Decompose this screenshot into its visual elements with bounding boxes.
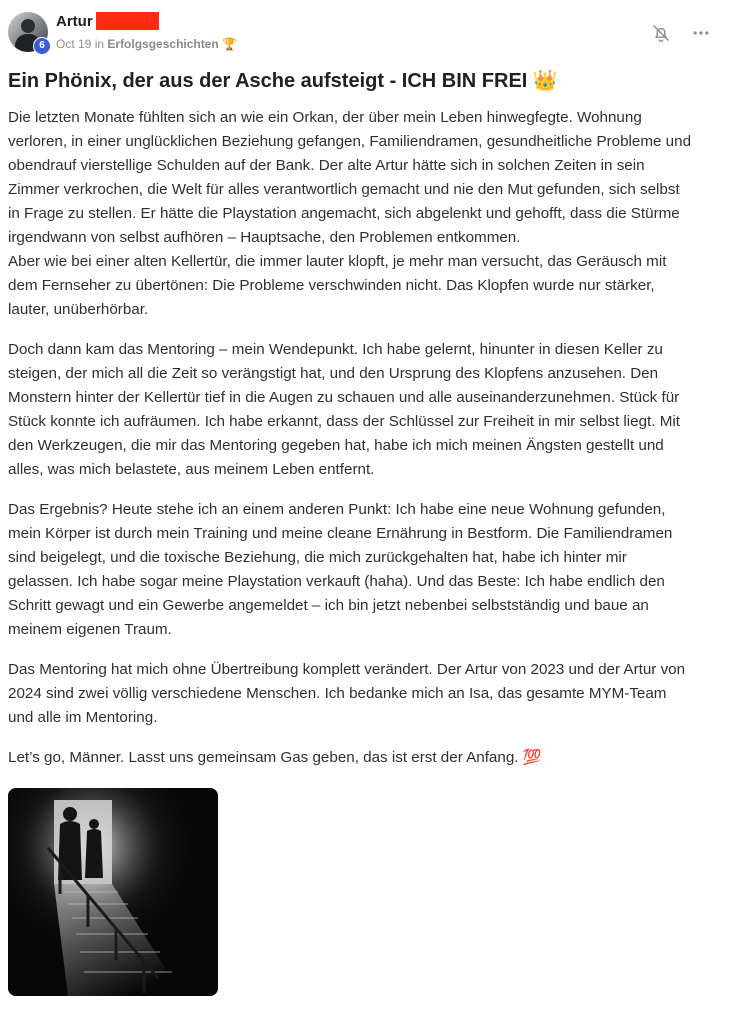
text-line: Zimmer verkrochen, die Welt für alles verantwortlich gemacht und nie den Mut gefunden, sich selbst (8, 181, 680, 198)
paragraph-2 (8, 338, 730, 482)
post-image[interactable] (8, 788, 218, 996)
text-line: Das Ergebnis? Heute stehe ich an einem anderen Punkt: Ich habe eine neue Wohnung gefunden, (8, 501, 666, 518)
bell-off-icon[interactable] (651, 23, 671, 43)
paragraph-5 (8, 746, 730, 770)
text-line: lauter, unüberhörbar. (8, 301, 149, 318)
level-badge: 6 (33, 37, 51, 55)
author-name[interactable]: Artur (56, 13, 93, 30)
post-meta (56, 37, 237, 51)
text-line: sind beigelegt, und die toxische Beziehung, die mich zurückgehalten hat, habe ich hinter mir (8, 549, 627, 566)
in-label: in (94, 37, 105, 51)
text-line: in Frage zu stellen. Er hätte die Playstation angemacht, sich abgelenkt und gehofft, dass die Stürme (8, 205, 680, 222)
text-line: Die letzten Monate fühlten sich an wie ein Orkan, der über mein Leben hinwegfegte. Wohnung (8, 109, 642, 126)
text-line: Doch dann kam das Mentoring – mein Wendepunkt. Ich habe gelernt, hinunter in diesen Keller zu (8, 341, 663, 358)
post-header (8, 10, 737, 56)
text-line: gelassen. Ich habe sogar meine Playstation verkauft (haha). Und das Beste: Ich habe endlich den (8, 573, 665, 590)
text-line: meinem eigenen Traum. (8, 621, 172, 638)
text-line: irgendwann von selbst aufhören – Hauptsache, den Problemen entkommen. (8, 229, 521, 246)
text-line: alles, was mich belastete, aus meinem Leben entfernt. (8, 461, 375, 478)
text-line: Let’s go, Männer. Lasst uns gemeinsam Gas geben, das ist erst der Anfang. 💯 (8, 749, 542, 766)
post-date[interactable]: Oct 19 (56, 37, 92, 51)
text-line: steigen, der mich all die Zeit so verängstigt hat, und den Ursprung des Klopfens anzusehen. Den (8, 365, 659, 382)
text-line: den Werkzeugen, die mir das Mentoring gegeben hat, habe ich mich meinen Ängsten gestellt und (8, 437, 664, 454)
paragraph-4 (8, 658, 730, 730)
redacted-surname (96, 12, 159, 30)
paragraph-3 (8, 498, 730, 642)
text-line: Monstern hinter der Kellertür tief in die Augen zu schauen und alle auseinanderzunehmen. Stück für (8, 389, 680, 406)
text-line: Das Mentoring hat mich ohne Übertreibung komplett verändert. Der Artur von 2023 und der Artur von (8, 661, 686, 678)
post-title: Ein Phönix, der aus der Asche aufsteigt - ICH BIN FREI 👑 (8, 70, 558, 92)
paragraph-1 (8, 106, 730, 322)
text-line: und alle im Mentoring. (8, 709, 158, 726)
text-line: verloren, in einer unglücklichen Beziehung gefangen, Familiendramen, gesundheitliche Probleme und (8, 133, 692, 150)
text-line: dem Fernseher zu übertönen: Die Probleme verschwinden nicht. Das Klopfen wurde nur stärker, (8, 277, 655, 294)
text-line: obendrauf vierstellige Schulden auf der Bank. Der alte Artur hätte sich in solchen Zeiten in sein (8, 157, 645, 174)
text-line: 2024 sind zwei völlig verschiedene Menschen. Ich bedanke mich an Isa, das gesamte MYM-Team (8, 685, 667, 702)
text-line: Stück konnte ich aufräumen. Ich habe erkannt, dass der Schlüssel zur Freiheit in mir selbst liegt. Mit (8, 413, 680, 430)
post-body (8, 106, 730, 786)
text-line: Aber wie bei einer alten Kellertür, die immer lauter klopft, je mehr man versucht, das Geräusch mit (8, 253, 667, 270)
more-horizontal-icon[interactable] (690, 23, 712, 43)
avatar-head-shape (21, 19, 35, 33)
category-link[interactable]: Erfolgsgeschichten (107, 37, 219, 51)
text-line: mein Körper ist durch mein Training und meine cleane Ernährung in Bestform. Die Familiendramen (8, 525, 673, 542)
text-line: Schritt gewagt und ein Gewerbe angemeldet – ich bin jetzt nebenbei selbstständig und baue an (8, 597, 649, 614)
staircase-illustration (8, 788, 218, 996)
trophy-icon: 🏆 (222, 37, 238, 51)
